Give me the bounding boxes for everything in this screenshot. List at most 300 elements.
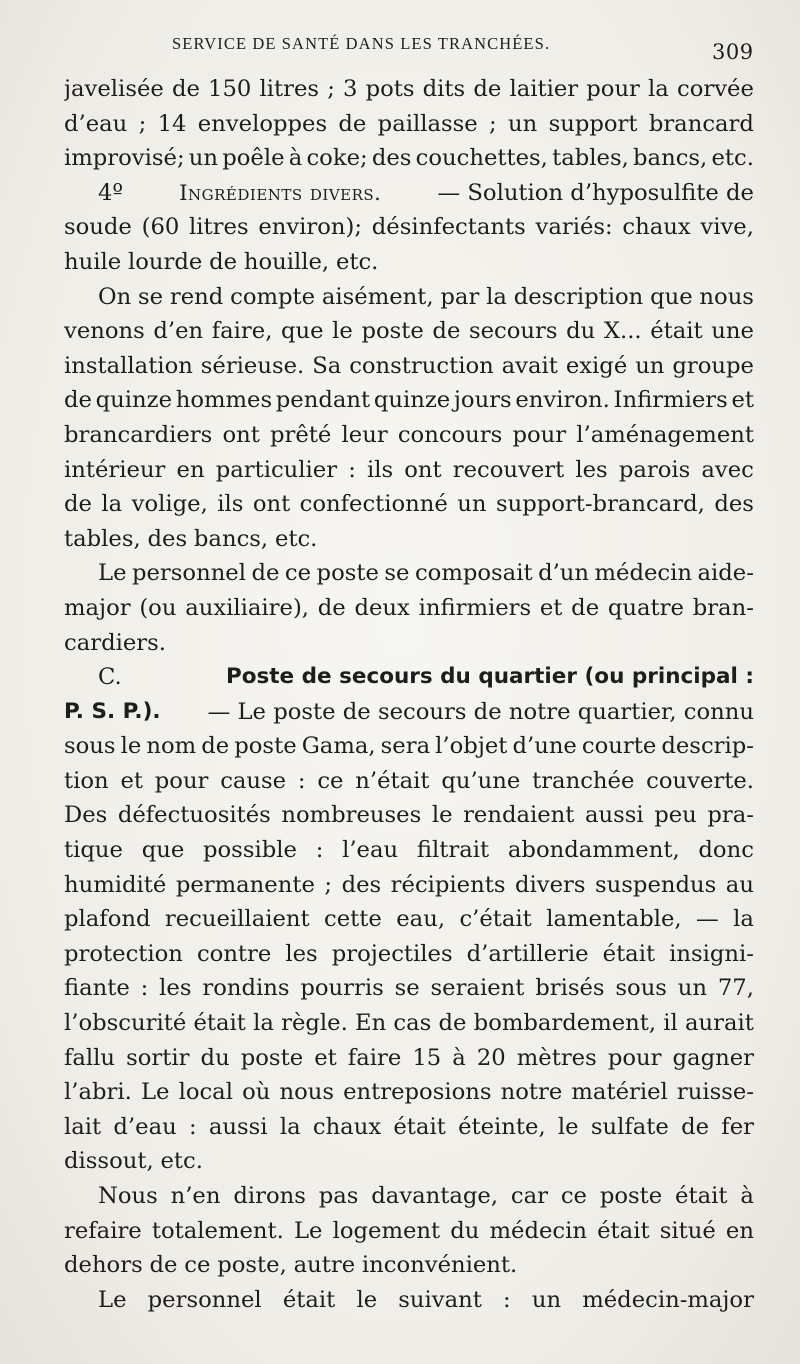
word: leur <box>341 421 388 448</box>
section-title: Poste de secours du quartier (ou principal : <box>225 664 754 690</box>
word: des <box>371 145 412 172</box>
word: n’était <box>355 767 430 794</box>
word: des <box>714 491 754 518</box>
word: de <box>201 733 230 760</box>
word: etc. <box>335 248 379 275</box>
word: d’artillerie <box>466 940 589 967</box>
word: que <box>141 837 185 864</box>
word: du <box>200 1044 230 1071</box>
word: tique <box>64 837 123 864</box>
word: une <box>711 318 754 345</box>
word: poste <box>599 1183 663 1209</box>
word: la <box>486 283 507 310</box>
word: davantage, <box>371 1183 499 1209</box>
word: et <box>539 594 563 621</box>
word: abondamment, <box>507 837 680 864</box>
word: médecin <box>594 560 692 587</box>
word: était <box>193 1010 246 1037</box>
word: intérieur <box>64 456 166 483</box>
word: et <box>731 387 754 414</box>
word: nous <box>279 1079 334 1106</box>
word: situé <box>659 1217 716 1244</box>
word: le <box>356 1286 378 1313</box>
word: groupe <box>672 352 754 379</box>
word: tion <box>64 767 109 794</box>
word: fiante <box>64 975 130 1002</box>
body-text <box>64 72 754 1317</box>
word: un <box>635 352 665 379</box>
word: de <box>338 110 367 137</box>
word: nous <box>699 283 754 310</box>
word: : <box>297 767 306 794</box>
text-line <box>64 764 754 799</box>
word: bombardement, <box>473 1010 657 1037</box>
word: médecin <box>489 1217 587 1244</box>
page-number: 309 <box>712 40 754 64</box>
word: compte <box>230 283 316 310</box>
text-line <box>64 937 754 972</box>
word: ont <box>252 491 291 518</box>
word: quatre <box>607 594 684 621</box>
word: que <box>650 283 693 310</box>
word: infirmiers <box>418 594 532 621</box>
word: 150 <box>208 76 252 102</box>
word: l’aménagement <box>576 421 754 448</box>
word: parois <box>618 456 691 483</box>
word: X... <box>603 318 642 345</box>
word: prêté <box>270 421 332 448</box>
word: l’obscurité <box>64 1010 187 1037</box>
word: etc. <box>274 525 318 552</box>
word: dehors <box>64 1252 143 1279</box>
word: ce <box>184 1252 211 1279</box>
word: 3 <box>342 76 358 102</box>
word: le <box>557 1113 579 1140</box>
word: sous <box>615 975 667 1002</box>
word: médecin-major <box>582 1286 754 1313</box>
word: quinze <box>95 387 173 414</box>
word: désinfectants <box>371 214 526 241</box>
word: protection <box>64 940 183 967</box>
word: jours <box>453 387 512 414</box>
word: permanente <box>175 871 315 898</box>
word: javelisée <box>64 76 164 102</box>
word: description <box>513 283 644 310</box>
text-line <box>64 141 754 176</box>
word: descrip- <box>661 733 754 760</box>
word: tables, <box>552 145 629 172</box>
word: fer <box>721 1113 754 1140</box>
word: d’un <box>538 560 590 587</box>
word: totalement. <box>151 1217 284 1244</box>
word: bran- <box>692 594 754 621</box>
word: se <box>384 560 410 587</box>
word: la <box>279 1113 301 1140</box>
word: matériel <box>571 1079 668 1106</box>
word: sulfate <box>590 1113 669 1140</box>
text-line <box>64 487 754 522</box>
word: seraient <box>430 975 525 1002</box>
word: personnel <box>147 1286 262 1313</box>
word: faire <box>347 1044 402 1071</box>
word: : <box>348 456 356 483</box>
word: — <box>696 906 719 933</box>
word: éteinte, <box>458 1113 546 1140</box>
word: ; <box>489 110 497 137</box>
word: suspendus <box>595 871 717 898</box>
word: logement <box>332 1217 441 1244</box>
text-line <box>64 1006 754 1041</box>
text-line <box>64 1075 754 1110</box>
word: chaux <box>312 1113 382 1140</box>
word: Le <box>98 1286 127 1313</box>
text-line <box>64 280 754 315</box>
word: pour <box>607 1044 662 1071</box>
word: dits <box>422 76 466 102</box>
section-text: — Le poste de secours de notre quartier, connu <box>207 698 754 725</box>
word: pour <box>512 421 567 448</box>
word: ; <box>327 76 335 102</box>
running-title: SERVICE DE SANTÉ DANS LES TRANCHÉES. <box>172 34 551 53</box>
word: poste <box>234 733 297 760</box>
word: divers <box>515 871 586 898</box>
word: brancardiers <box>64 421 213 448</box>
word: recueillaient <box>164 906 310 933</box>
word: poste <box>361 318 424 345</box>
word: bancs, <box>633 145 708 172</box>
word: huile <box>64 248 122 275</box>
word: 20 <box>476 1044 506 1071</box>
text-line <box>64 556 754 591</box>
word: du <box>450 1217 480 1244</box>
section-letter: C. <box>98 664 122 691</box>
word: etc. <box>160 1148 203 1175</box>
word: les <box>159 975 192 1002</box>
word: rend <box>169 283 224 310</box>
word: l’abri. <box>64 1079 132 1106</box>
word: était <box>393 1113 446 1140</box>
word: aurait <box>685 1010 754 1037</box>
text-line <box>64 971 754 1006</box>
word: un <box>677 975 708 1002</box>
word: possible <box>203 837 297 864</box>
word: coke; <box>306 145 368 172</box>
word: variés: <box>535 214 613 241</box>
word: contre <box>196 940 272 967</box>
word: faire, <box>211 318 273 345</box>
word: et <box>314 1044 337 1071</box>
word: exigé <box>565 352 628 379</box>
word: quinze <box>373 387 451 414</box>
word: 77, <box>717 975 754 1002</box>
word: enveloppes <box>197 110 328 137</box>
word: brancard <box>648 110 754 137</box>
word: le <box>431 802 453 829</box>
word: ; <box>138 110 147 137</box>
word: laitier <box>509 76 579 102</box>
word: ils <box>366 456 394 483</box>
text-line <box>64 1214 754 1249</box>
word: cause <box>220 767 287 794</box>
word: rendaient <box>463 802 575 829</box>
word: brisés <box>535 975 605 1002</box>
word: un <box>457 491 487 518</box>
text-line <box>64 453 754 488</box>
word: à <box>452 1044 466 1071</box>
word: sérieuse. <box>200 352 305 379</box>
word: poste <box>240 1044 304 1071</box>
word: refaire <box>64 1217 142 1244</box>
word: c’était <box>459 906 532 933</box>
word: d’une <box>512 733 577 760</box>
word: suivant <box>398 1286 482 1313</box>
word: vive, <box>700 214 754 241</box>
word: était <box>675 1183 728 1209</box>
word: Le <box>140 1079 170 1106</box>
word: ruisse- <box>676 1079 754 1106</box>
word: nombreuses <box>281 802 422 829</box>
word: personnel <box>131 560 246 587</box>
word: chaux <box>622 214 691 241</box>
word: Le <box>98 560 127 587</box>
word: support <box>548 110 638 137</box>
word: lait <box>64 1113 102 1140</box>
word: (ou <box>139 594 177 621</box>
word: tables, <box>64 525 141 552</box>
word: projectiles <box>331 940 453 967</box>
word: de <box>432 318 461 345</box>
word: concours <box>397 421 503 448</box>
word: paillasse <box>377 110 478 137</box>
word: de <box>571 594 600 621</box>
text-line <box>64 1179 754 1214</box>
word: fallu <box>64 1044 116 1071</box>
word: ce <box>560 1183 587 1209</box>
word: pourris <box>300 975 384 1002</box>
word: qu’une <box>441 767 521 794</box>
text-line <box>64 1283 754 1318</box>
word: la <box>648 76 669 102</box>
word: courte <box>581 733 657 760</box>
word: poste, <box>217 1252 287 1279</box>
word: aide- <box>697 560 754 587</box>
word: insigni- <box>669 940 754 967</box>
text-line <box>64 868 754 903</box>
word: à <box>740 1183 754 1209</box>
word: improvisé; <box>64 145 185 172</box>
word: ils <box>217 491 244 518</box>
word: nom <box>146 733 197 760</box>
word: un <box>508 110 538 137</box>
word: au <box>725 871 754 898</box>
word: litres <box>189 214 249 241</box>
word: construction <box>349 352 494 379</box>
word: volige, <box>131 491 208 518</box>
word: ce <box>284 560 312 587</box>
word: recouvert <box>452 456 565 483</box>
word: des <box>341 871 382 898</box>
word: lourde <box>127 248 203 275</box>
word: se <box>394 975 420 1002</box>
text-line <box>64 1041 754 1076</box>
word: de <box>149 1252 178 1279</box>
word: le <box>332 318 353 345</box>
word: poste <box>316 560 379 587</box>
word: ont <box>404 456 442 483</box>
word: notre <box>500 1079 563 1106</box>
word: la <box>253 1010 274 1037</box>
word: corvée <box>676 76 754 102</box>
section-c-second-line <box>64 695 754 730</box>
text-line <box>64 833 754 868</box>
word: était <box>597 1217 650 1244</box>
text-line <box>64 72 754 107</box>
word: de <box>251 560 280 587</box>
word: composait <box>414 560 533 587</box>
word: avait <box>501 352 558 379</box>
word: aisément, <box>321 283 434 310</box>
word: pra- <box>707 802 754 829</box>
text-line <box>64 591 754 626</box>
word: de <box>473 76 502 102</box>
word: : <box>140 975 149 1002</box>
word: filtrait <box>416 837 490 864</box>
text-line <box>64 349 754 384</box>
word: les <box>285 940 318 967</box>
word: environ); <box>258 214 363 241</box>
word: était <box>650 318 703 345</box>
word: entreposions <box>343 1079 492 1106</box>
word: confectionné <box>299 491 448 518</box>
word: la <box>101 491 123 518</box>
text-line <box>64 522 754 557</box>
word: donc <box>698 837 754 864</box>
word: : <box>503 1286 511 1313</box>
text-line <box>64 245 754 280</box>
word: règle. <box>281 1010 348 1037</box>
word: car <box>510 1183 548 1209</box>
word: rondins <box>202 975 290 1002</box>
word: de <box>171 76 200 102</box>
word: environ. <box>515 387 610 414</box>
word: du <box>566 318 596 345</box>
word: local <box>178 1079 233 1106</box>
word: pas <box>318 1183 359 1209</box>
word: Le <box>293 1217 323 1244</box>
word: etc. <box>711 145 754 172</box>
word: Des <box>64 802 108 829</box>
word: couverte. <box>646 767 754 794</box>
section-c-heading-line <box>64 660 754 695</box>
word: peu <box>654 802 697 829</box>
text-line <box>64 210 754 245</box>
word: il <box>663 1010 678 1037</box>
word: était <box>602 940 656 967</box>
word: avec <box>701 456 754 483</box>
word: 14 <box>157 110 187 137</box>
text-line <box>64 383 754 418</box>
word: particulier <box>215 456 338 483</box>
word: de <box>438 1010 467 1037</box>
text-line <box>64 314 754 349</box>
word: Nous <box>98 1183 158 1209</box>
word: cas <box>393 1010 432 1037</box>
text-line <box>64 1110 754 1145</box>
word: sortir <box>126 1044 190 1071</box>
word: dirons <box>233 1183 306 1209</box>
word: d’eau <box>64 110 128 137</box>
word: les <box>575 456 608 483</box>
word: autre <box>293 1252 356 1279</box>
word: de <box>64 387 92 414</box>
word: l’objet <box>435 733 508 760</box>
word: sous <box>64 733 116 760</box>
word: l’eau <box>342 837 399 864</box>
word: cette <box>324 906 382 933</box>
word: Gama, <box>301 733 376 760</box>
word: Infirmiers <box>613 387 728 414</box>
word: que <box>281 318 324 345</box>
word: Sa <box>312 352 342 379</box>
word: plafond <box>64 906 151 933</box>
word: support-brancard, <box>495 491 705 518</box>
word: ont <box>222 421 260 448</box>
word: des <box>147 525 188 552</box>
word: en <box>176 456 205 483</box>
word: litres <box>259 76 320 102</box>
word: sera <box>380 733 431 760</box>
word: 15 <box>412 1044 442 1071</box>
word: dissout, <box>64 1148 154 1175</box>
word: à <box>288 145 303 172</box>
word: le <box>120 733 142 760</box>
word: récipients <box>390 871 506 898</box>
text-line <box>64 798 754 833</box>
word: En <box>355 1010 387 1037</box>
word: de <box>317 594 346 621</box>
word: major <box>64 594 131 621</box>
word: secours <box>468 318 558 345</box>
word: pots <box>365 76 415 102</box>
word: humidité <box>64 871 167 898</box>
word: couchettes, <box>415 145 548 172</box>
word: par <box>440 283 480 310</box>
word: aussi <box>584 802 644 829</box>
word: houille, <box>243 248 330 275</box>
word: auxiliaire), <box>185 594 310 621</box>
word: : <box>188 1113 197 1140</box>
word: lamentable, <box>546 906 682 933</box>
word: en <box>725 1217 754 1244</box>
word: bancs, <box>193 525 269 552</box>
word: inconvénient. <box>361 1252 518 1279</box>
word: (60 <box>141 214 180 241</box>
word: était <box>282 1286 336 1313</box>
word: défectuosités <box>117 802 271 829</box>
item-number: 4º <box>98 179 124 206</box>
word: hommes <box>175 387 273 414</box>
word: venons <box>64 318 145 345</box>
word: ; <box>324 871 333 898</box>
word: un <box>188 145 219 172</box>
section-title-abbrev: P. S. P.). <box>64 698 161 724</box>
word: se <box>138 283 164 310</box>
word: n’en <box>170 1183 221 1209</box>
word: aussi <box>208 1113 268 1140</box>
word: et <box>120 767 143 794</box>
word: On <box>98 283 132 310</box>
word: eau, <box>396 906 446 933</box>
